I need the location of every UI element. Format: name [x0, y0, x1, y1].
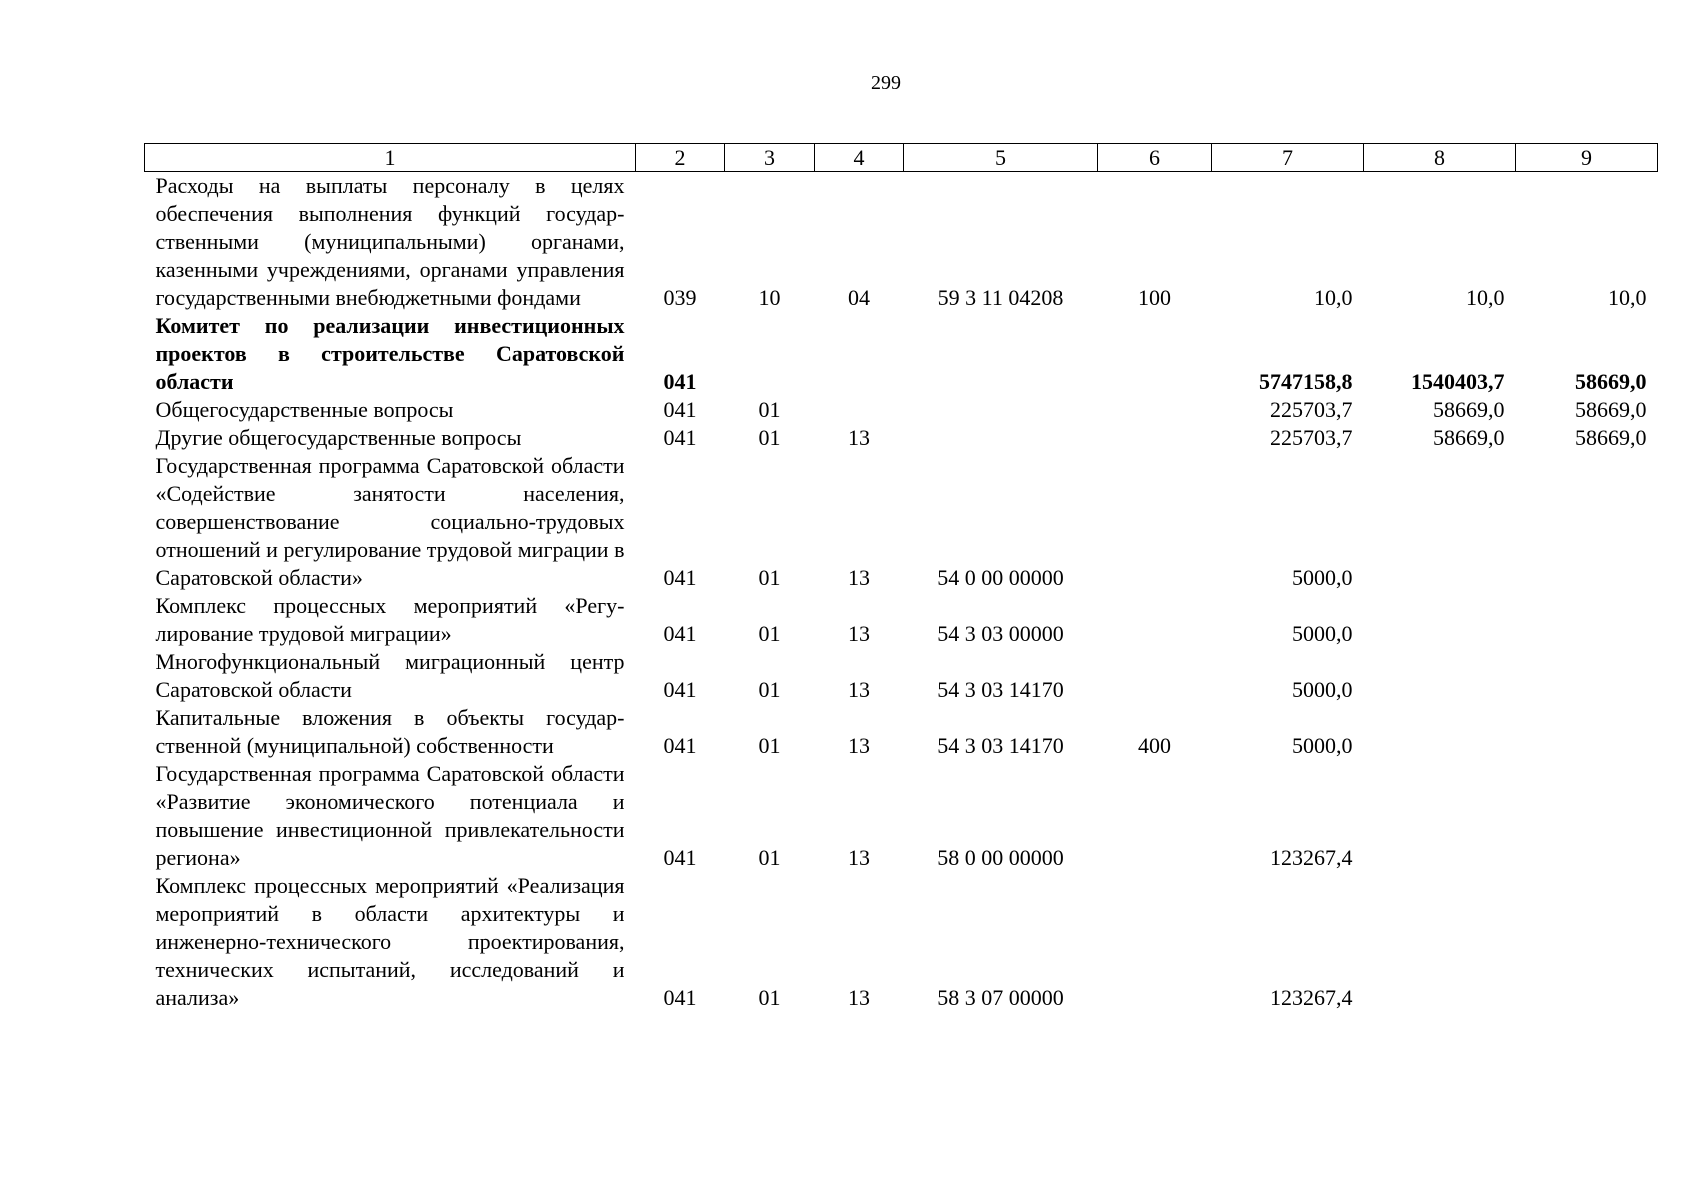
table-row	[145, 648, 1658, 704]
cell-section: 01	[758, 621, 781, 646]
cell-amount-col8: 1540403,7	[1411, 369, 1505, 394]
cell-target-article: 58 0 00 00000	[937, 845, 1064, 870]
table-body	[145, 172, 1658, 1013]
cell-section: 01	[758, 733, 781, 758]
cell-amount-col7: 5000,0	[1292, 621, 1353, 646]
cell-section	[725, 312, 815, 396]
cell-subsection: 13	[848, 621, 870, 646]
cell-description: Комплекс процессных мероприятий «Регулирование трудовой миграции»	[155, 593, 625, 646]
budget-table-container	[144, 143, 1657, 1012]
cell-section: 01	[758, 845, 781, 870]
cell-section: 01	[758, 565, 781, 590]
cell-amount-col7: 5747158,8	[1259, 369, 1353, 394]
cell-amount-col9	[1516, 760, 1658, 872]
cell-amount-col9	[1516, 592, 1658, 648]
cell-target-article	[904, 424, 1098, 452]
cell-description: Другие общегосударственные вопросы	[155, 425, 522, 450]
header-col-3: 3	[725, 144, 815, 172]
cell-description: Многофункциональный миграционный центр Саратовской области	[155, 649, 625, 702]
cell-section: 01	[758, 985, 781, 1010]
header-col-7: 7	[1212, 144, 1364, 172]
cell-target-article: 54 3 03 00000	[937, 621, 1064, 646]
cell-ministry-code: 041	[663, 677, 697, 702]
cell-expense-type	[1098, 312, 1212, 396]
cell-ministry-code: 039	[663, 285, 697, 310]
cell-subsection: 13	[848, 677, 870, 702]
cell-expense-type: 100	[1138, 285, 1171, 310]
cell-ministry-code: 041	[663, 565, 697, 590]
cell-subsection: 04	[848, 285, 870, 310]
header-col-9: 9	[1516, 144, 1658, 172]
table-row	[145, 172, 1658, 313]
cell-amount-col8: 58669,0	[1433, 425, 1505, 450]
cell-description: Расходы на выплаты персоналу в целях обеспечения выполнения функций государственными (муниципальными) органами, казенными учреждениями, органами управления государственными внебюджетными фондами	[155, 173, 625, 310]
cell-expense-type	[1098, 424, 1212, 452]
cell-subsection: 13	[848, 565, 870, 590]
cell-target-article: 59 3 11 04208	[937, 285, 1064, 310]
cell-target-article: 58 3 07 00000	[937, 985, 1064, 1010]
cell-expense-type	[1098, 396, 1212, 424]
cell-amount-col9	[1516, 872, 1658, 1012]
cell-subsection	[815, 312, 904, 396]
table-row	[145, 592, 1658, 648]
cell-expense-type: 400	[1138, 733, 1171, 758]
cell-section: 01	[758, 397, 781, 422]
cell-expense-type	[1098, 452, 1212, 592]
cell-description: Общегосударственные вопросы	[155, 397, 454, 422]
cell-amount-col8	[1364, 648, 1516, 704]
cell-amount-col9: 58669,0	[1575, 369, 1647, 394]
cell-amount-col9: 58669,0	[1575, 397, 1647, 422]
cell-amount-col7: 5000,0	[1292, 565, 1353, 590]
cell-section: 01	[758, 425, 781, 450]
cell-amount-col7: 123267,4	[1270, 985, 1353, 1010]
table-row	[145, 872, 1658, 1012]
header-col-4: 4	[815, 144, 904, 172]
cell-target-article: 54 3 03 14170	[937, 677, 1064, 702]
cell-amount-col7: 5000,0	[1292, 677, 1353, 702]
cell-amount-col7: 225703,7	[1270, 425, 1353, 450]
cell-amount-col7: 225703,7	[1270, 397, 1353, 422]
cell-amount-col7: 10,0	[1314, 285, 1353, 310]
cell-amount-col9	[1516, 704, 1658, 760]
cell-expense-type	[1098, 592, 1212, 648]
header-col-1: 1	[145, 144, 636, 172]
cell-subsection: 13	[848, 733, 870, 758]
cell-amount-col9: 10,0	[1608, 285, 1647, 310]
budget-table	[144, 143, 1658, 1012]
cell-target-article: 54 0 00 00000	[937, 565, 1064, 590]
header-col-6: 6	[1098, 144, 1212, 172]
header-col-5: 5	[904, 144, 1098, 172]
cell-ministry-code: 041	[663, 985, 697, 1010]
cell-expense-type	[1098, 760, 1212, 872]
cell-amount-col8	[1364, 704, 1516, 760]
cell-amount-col9	[1516, 648, 1658, 704]
cell-expense-type	[1098, 872, 1212, 1012]
cell-ministry-code: 041	[663, 397, 697, 422]
table-row	[145, 760, 1658, 872]
cell-section: 10	[758, 285, 781, 310]
table-row	[145, 452, 1658, 592]
cell-section: 01	[758, 677, 781, 702]
cell-description: Капитальные вложения в объекты государственной (муниципальной) собственности	[155, 705, 625, 758]
header-col-8: 8	[1364, 144, 1516, 172]
cell-description: Государственная программа Саратовской области «Содействие занятости населения, совершенствование социально-трудовых отношений и регулирование трудовой миграции в Саратовской области»	[155, 453, 625, 590]
table-row	[145, 704, 1658, 760]
cell-amount-col9: 58669,0	[1575, 425, 1647, 450]
cell-description: Государственная программа Саратовской области «Развитие экономического потенциала и повышение инвестиционной привлекательности региона»	[155, 761, 625, 870]
cell-ministry-code: 041	[663, 369, 697, 394]
header-row	[145, 144, 1658, 172]
cell-target-article	[904, 396, 1098, 424]
cell-amount-col8	[1364, 760, 1516, 872]
cell-ministry-code: 041	[663, 733, 697, 758]
cell-subsection	[815, 396, 904, 424]
table-row	[145, 424, 1658, 452]
header-col-2: 2	[636, 144, 725, 172]
cell-subsection: 13	[848, 425, 870, 450]
cell-ministry-code: 041	[663, 845, 697, 870]
cell-expense-type	[1098, 648, 1212, 704]
cell-amount-col8: 58669,0	[1433, 397, 1505, 422]
cell-description: Комитет по реализации инвестиционных проектов в строительстве Саратовской области	[155, 313, 625, 394]
cell-ministry-code: 041	[663, 621, 697, 646]
page-number: 299	[871, 72, 901, 94]
cell-ministry-code: 041	[663, 425, 697, 450]
cell-subsection: 13	[848, 985, 870, 1010]
cell-target-article	[904, 312, 1098, 396]
table-header	[145, 144, 1658, 172]
cell-description: Комплекс процессных мероприятий «Реализация мероприятий в области архитектуры и инженерно-технического проектирования, технических испытаний, исследований и анализа»	[155, 873, 625, 1010]
cell-amount-col8	[1364, 872, 1516, 1012]
cell-amount-col8: 10,0	[1466, 285, 1505, 310]
table-row	[145, 396, 1658, 424]
cell-subsection: 13	[848, 845, 870, 870]
cell-target-article: 54 3 03 14170	[937, 733, 1064, 758]
cell-amount-col8	[1364, 452, 1516, 592]
cell-amount-col7: 123267,4	[1270, 845, 1353, 870]
table-row	[145, 312, 1658, 396]
cell-amount-col8	[1364, 592, 1516, 648]
cell-amount-col7: 5000,0	[1292, 733, 1353, 758]
cell-amount-col9	[1516, 452, 1658, 592]
